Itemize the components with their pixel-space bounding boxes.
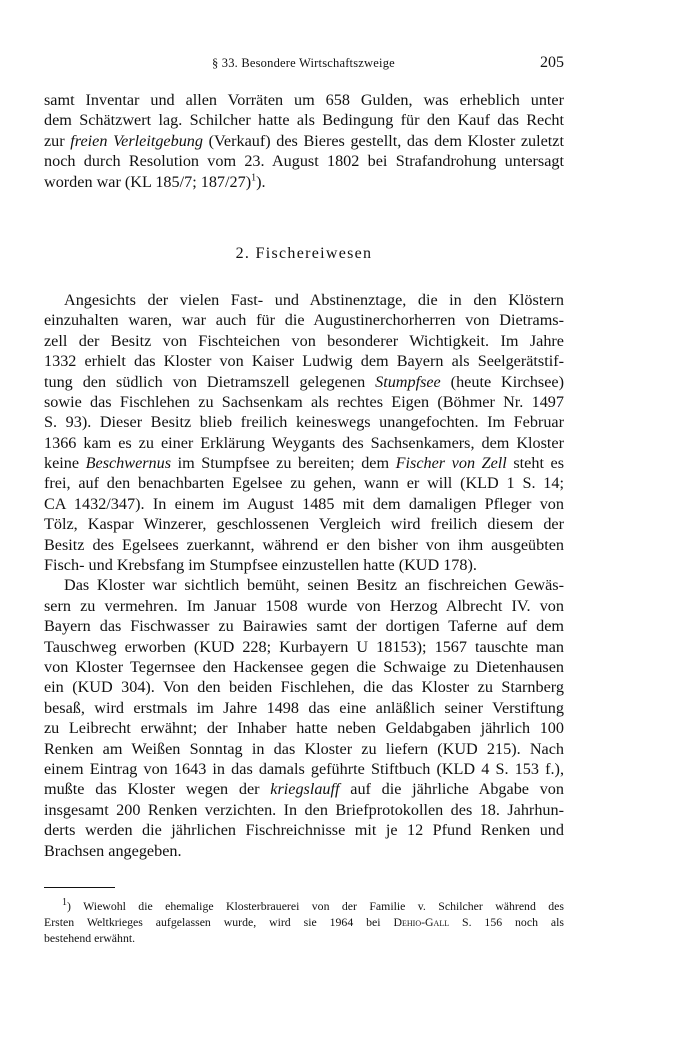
text-line: Das Kloster war sichtlich bemüht, seinen Besitz an fischreichen Gewäs- bbox=[64, 576, 564, 595]
footnote-rule bbox=[44, 887, 115, 888]
text-line: derts werden die jährlichen Fischreichnisse mit je 12 Pfund Renken und bbox=[44, 821, 564, 840]
text-line: S. 93). Dieser Besitz blieb freilich keineswegs unangefochten. Im Februar bbox=[44, 413, 564, 432]
text-line: einzuhalten waren, war auch für die Augustinerchorherren von Dietrams- bbox=[44, 311, 564, 330]
text-line: Besitz des Egelsees zuerkannt, während er den bisher von ihm ausgeübten bbox=[44, 535, 564, 554]
text-line: CA 1432/347). In einem im August 1485 mit dem damaligen Pfleger von bbox=[44, 494, 564, 513]
running-head bbox=[44, 54, 564, 76]
text-line: zell der Besitz von Fischteichen von besonderer Wichtigkeit. Im Jahre bbox=[44, 331, 564, 350]
footnote-marker: 1 bbox=[62, 897, 67, 909]
text-line: Tauschweg erworben (KUD 228; Kurbayern U 18153); 1567 tauschte man bbox=[44, 637, 564, 656]
paragraph-3 bbox=[44, 575, 564, 860]
text-line: tung den südlich von Dietramszell gelegenen Stumpfsee (heute Kirchsee) bbox=[44, 372, 564, 391]
italic-term: Stumpfsee bbox=[375, 372, 441, 391]
author-small-caps: Dehio-Gall bbox=[393, 915, 450, 929]
text-line: von Kloster Tegernsee den Hackensee gegen die Schwaige zu Dietenhausen bbox=[44, 657, 564, 676]
text-line: worden war (KL 185/7; 187/27)$^1$). bbox=[44, 172, 266, 191]
paragraph-1 bbox=[44, 90, 564, 192]
text-line: Brachsen angegeben. bbox=[44, 841, 182, 860]
text-line: sowie das Fischlehen zu Sachsenkam als rechtes Eigen (Böhmer Nr. 1497 bbox=[44, 392, 564, 411]
page-number: 205 bbox=[540, 54, 564, 71]
footnote-line: Ersten Weltkrieges aufgelassen wurde, wird sie 1964 bei Dehio-Gall S. 156 noch als bbox=[44, 915, 564, 929]
section-heading: 2. Fischereiwesen bbox=[235, 244, 373, 262]
italic-term: kriegslauff bbox=[270, 780, 340, 799]
text-line: keine Beschwernus im Stumpfsee zu bereiten; dem Fischer von Zell steht es bbox=[44, 454, 564, 473]
main-text bbox=[44, 90, 564, 861]
text-line: sern zu vermehren. Im Januar 1508 wurde von Herzog Albrecht IV. von bbox=[44, 596, 564, 615]
italic-term: freien Verleitgebung bbox=[70, 131, 203, 150]
text-line: ein (KUD 304). Von den beiden Fischlehen, die das Kloster zu Starnberg bbox=[44, 678, 564, 697]
footnote-ref: 1 bbox=[251, 172, 257, 184]
text-line: besaß, wird erstmals im Jahre 1498 das eine anläßlich seiner Verstiftung bbox=[44, 698, 564, 717]
text-line: dem Schätzwert lag. Schilcher hatte als Bedingung für den Kauf das Recht bbox=[44, 111, 564, 130]
text-line: samt Inventar und allen Vorräten um 658 Gulden, was erheblich unter bbox=[44, 91, 564, 109]
footnote-line: $^1$) Wiewohl die ehemalige Klosterbrauerei von der Familie v. Schilcher während des bbox=[62, 897, 564, 913]
footnote bbox=[44, 898, 564, 946]
text-line: zur freien Verleitgebung (Verkauf) des Bieres gestellt, das dem Kloster zuletzt bbox=[44, 131, 564, 150]
paragraph-2 bbox=[44, 290, 564, 575]
text-line: Angesichts der vielen Fast- und Abstinenztage, die in den Klöstern bbox=[64, 290, 564, 309]
text-line: einem Eintrag von 1643 in das damals geführte Stiftbuch (KLD 4 S. 153 f.), bbox=[44, 759, 564, 778]
text-line: insgesamt 200 Renken verzichten. In den Briefprotokollen des 18. Jahrhun- bbox=[44, 800, 564, 819]
footnote-line: bestehend erwähnt. bbox=[44, 931, 136, 945]
text-line: Fisch- und Krebsfang im Stumpfsee einzustellen hatte (KUD 178). bbox=[44, 556, 477, 575]
italic-term: Beschwernus bbox=[85, 454, 172, 473]
text-line: zu Leibrecht erwähnt; der Inhaber hatte neben Geldabgaben jährlich 100 bbox=[44, 719, 564, 738]
text-line: Tölz, Kaspar Winzerer, geschlossenen Vergleich wird freilich diesem der bbox=[44, 515, 564, 534]
text-line: Bayern das Fischwasser zu Bairawies samt der dortigen Taferne auf dem bbox=[44, 617, 564, 636]
text-line: noch durch Resolution vom 23. August 1802 bei Strafandrohung untersagt bbox=[44, 152, 564, 171]
text-line: 1332 erhielt das Kloster von Kaiser Ludwig dem Bayern als Seelgerätstif- bbox=[44, 352, 564, 371]
text-line: frei, auf den benachbarten Egelsee zu gehen, wann er will (KLD 1 S. 14; bbox=[44, 474, 564, 493]
running-head-title: § 33. Besondere Wirtschaftszweige bbox=[212, 56, 395, 70]
text-line: Renken am Weißen Sonntag in das Kloster zu liefern (KUD 215). Nach bbox=[44, 739, 564, 758]
text-line: mußte das Kloster wegen der kriegslauff auf die jährliche Abgabe von bbox=[44, 780, 564, 799]
italic-term: Fischer von Zell bbox=[395, 454, 507, 473]
text-line: 1366 kam es zu einer Erklärung Weygants des Sachsenkamers, dem Kloster bbox=[44, 433, 564, 452]
